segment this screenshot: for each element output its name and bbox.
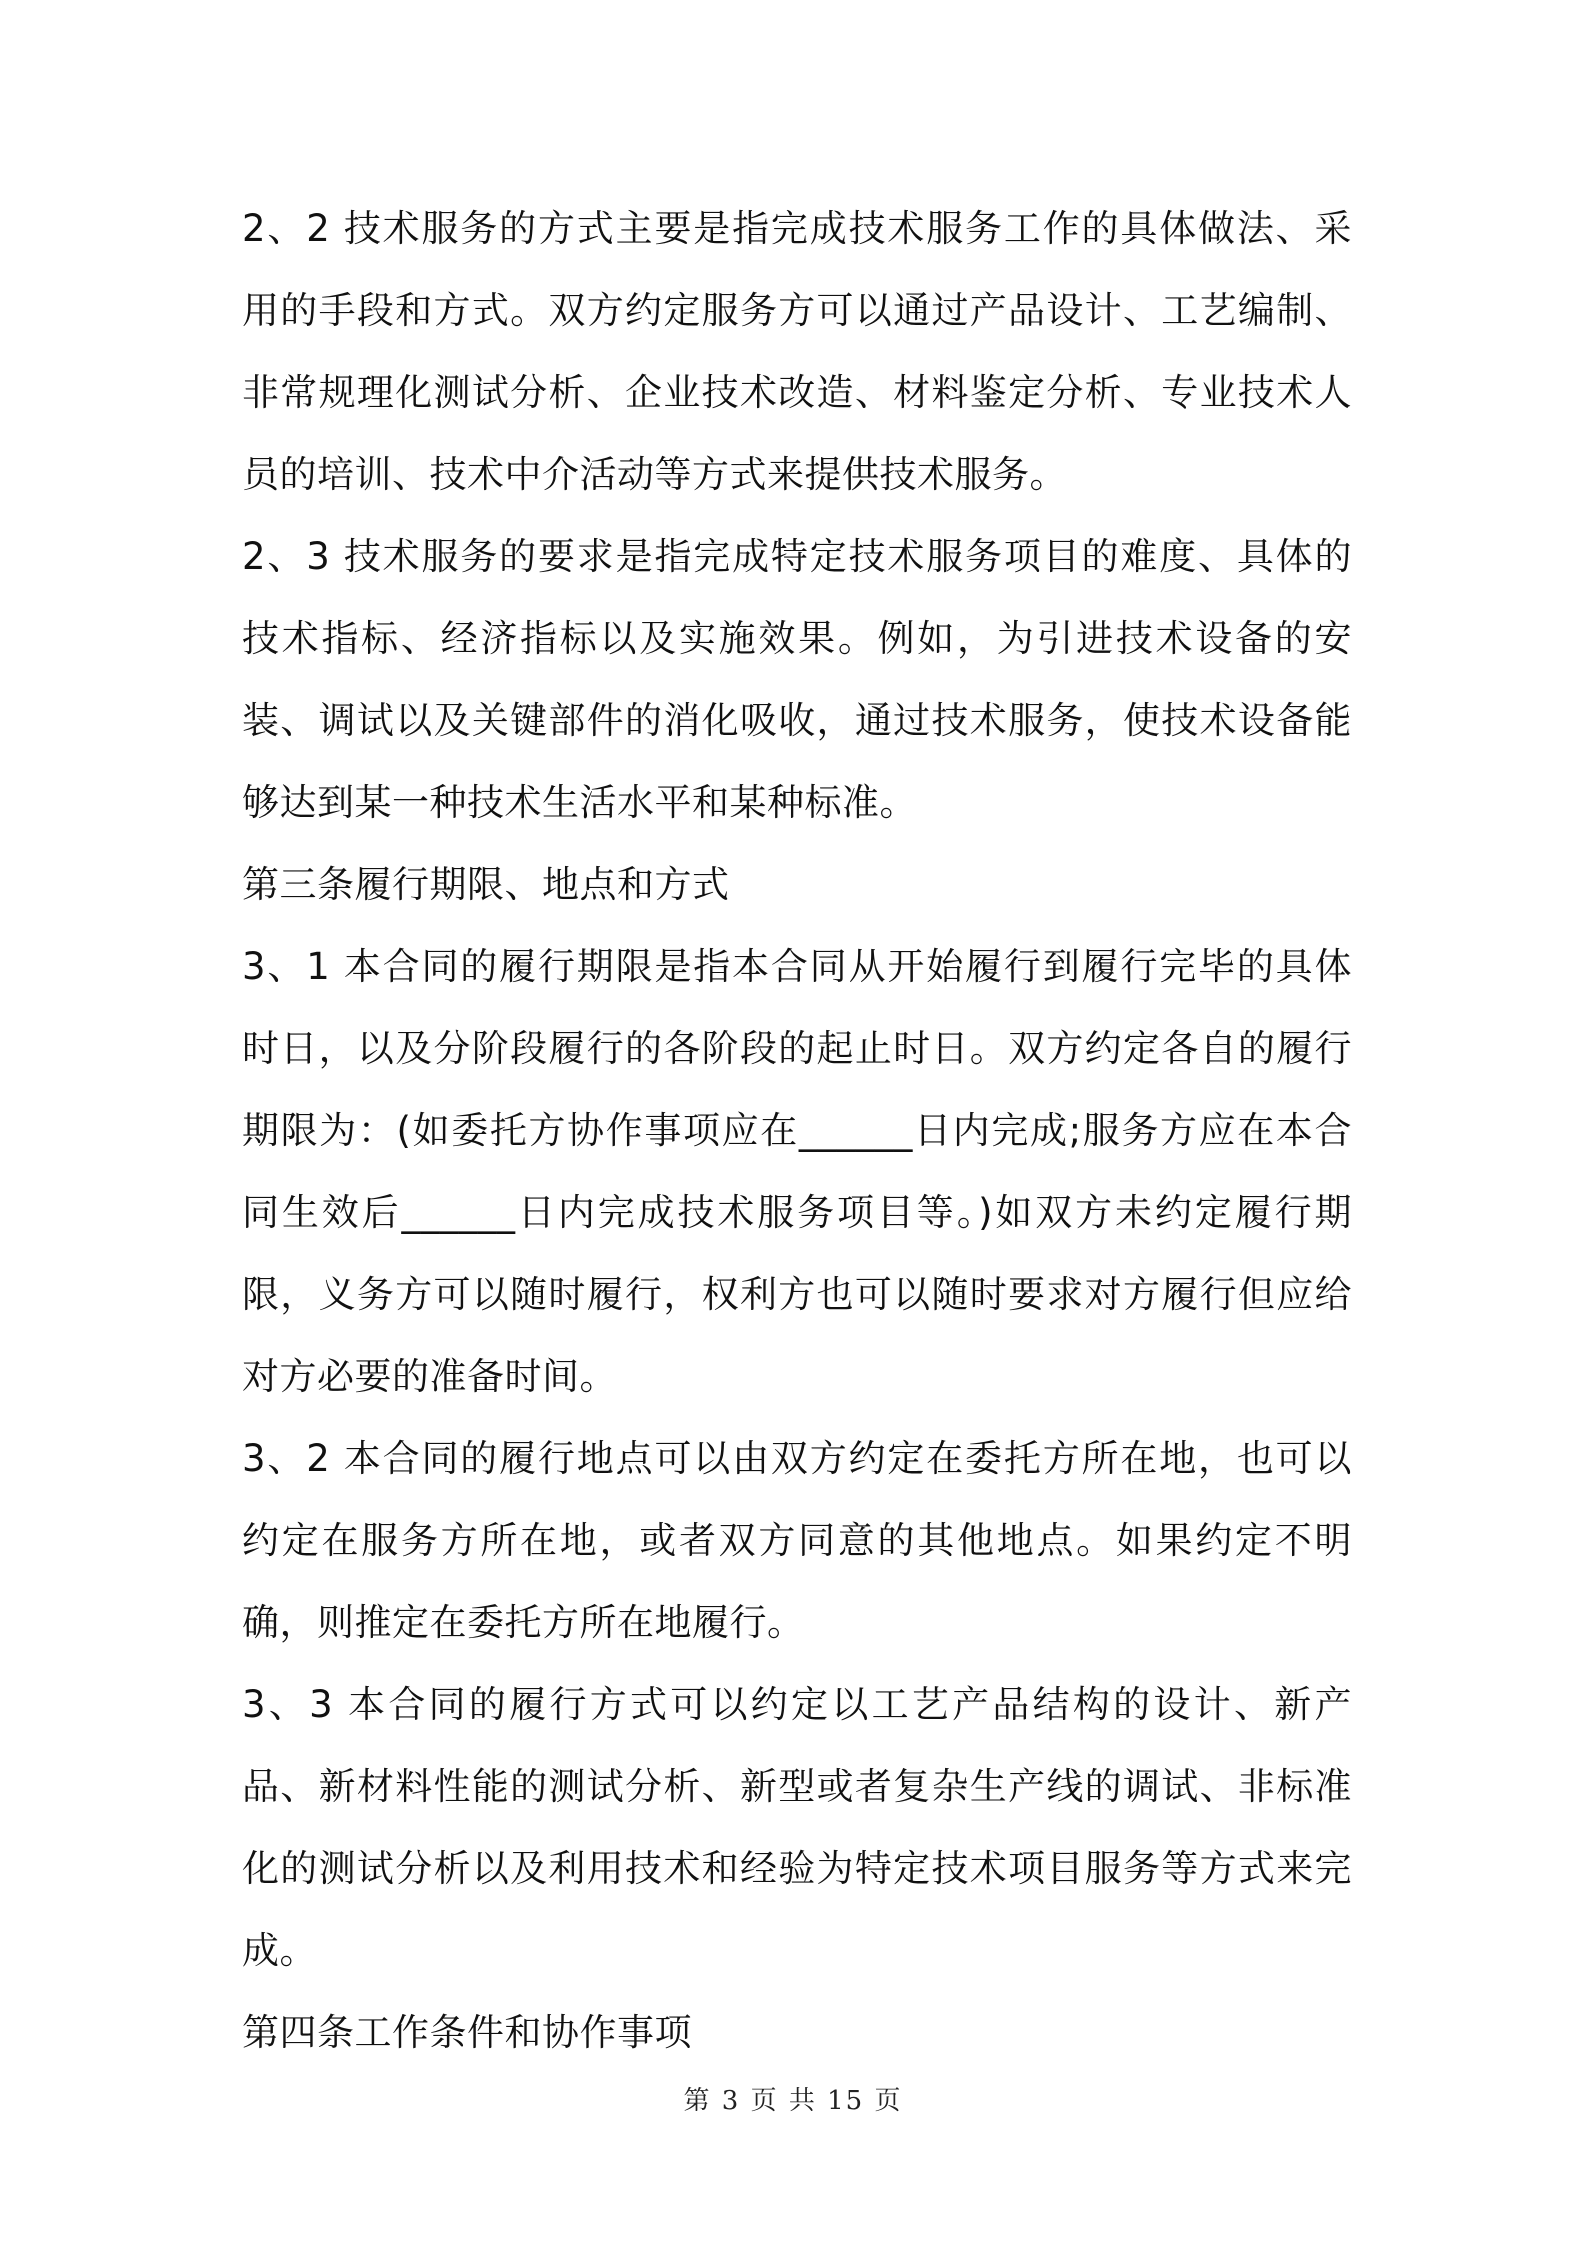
section-heading-article-4: 第四条工作条件和协作事项 [242,2011,692,2054]
page-number-footer: 第 3 页 共 15 页 [683,2086,903,2116]
paragraph-2-3: 2、3 技术服务的要求是指完成特定技术服务项目的难度、具体的技术指标、经济指标以及实施效果。例如，为引进技术设备的安装、调试以及关键部件的消化吸收，通过技术服务，使技术设备能够达到某一种技术生活水平和某种标准。 [242,535,1352,824]
paragraph-3-1: 3、1 本合同的履行期限是指本合同从开始履行到履行完毕的具体时日，以及分阶段履行的各阶段的起止时日。双方约定各自的履行期限为：(如委托方协作事项应在______日内完成;服务方应在本合同生效后______日内完成技术服务项目等。)如双方未约定履行期限，义务方可以随时履行，权利方也可以随时要求对方履行但应给对方必要的准备时间。 [242,945,1352,1398]
paragraph-3-3: 3、3 本合同的履行方式可以约定以工艺产品结构的设计、新产品、新材料性能的测试分析、新型或者复杂生产线的调试、非标准化的测试分析以及利用技术和经验为特定技术项目服务等方式来完成。 [242,1683,1352,1972]
paragraph-3-2: 3、2 本合同的履行地点可以由双方约定在委托方所在地，也可以约定在服务方所在地，或者双方同意的其他地点。如果约定不明确，则推定在委托方所在地履行。 [242,1437,1352,1644]
section-heading-article-3: 第三条履行期限、地点和方式 [242,863,730,906]
document-body [242,188,1352,2074]
paragraph-2-2: 2、2 技术服务的方式主要是指完成技术服务工作的具体做法、采用的手段和方式。双方约定服务方可以通过产品设计、工艺编制、非常规理化测试分析、企业技术改造、材料鉴定分析、专业技术人员的培训、技术中介活动等方式来提供技术服务。 [242,207,1352,496]
